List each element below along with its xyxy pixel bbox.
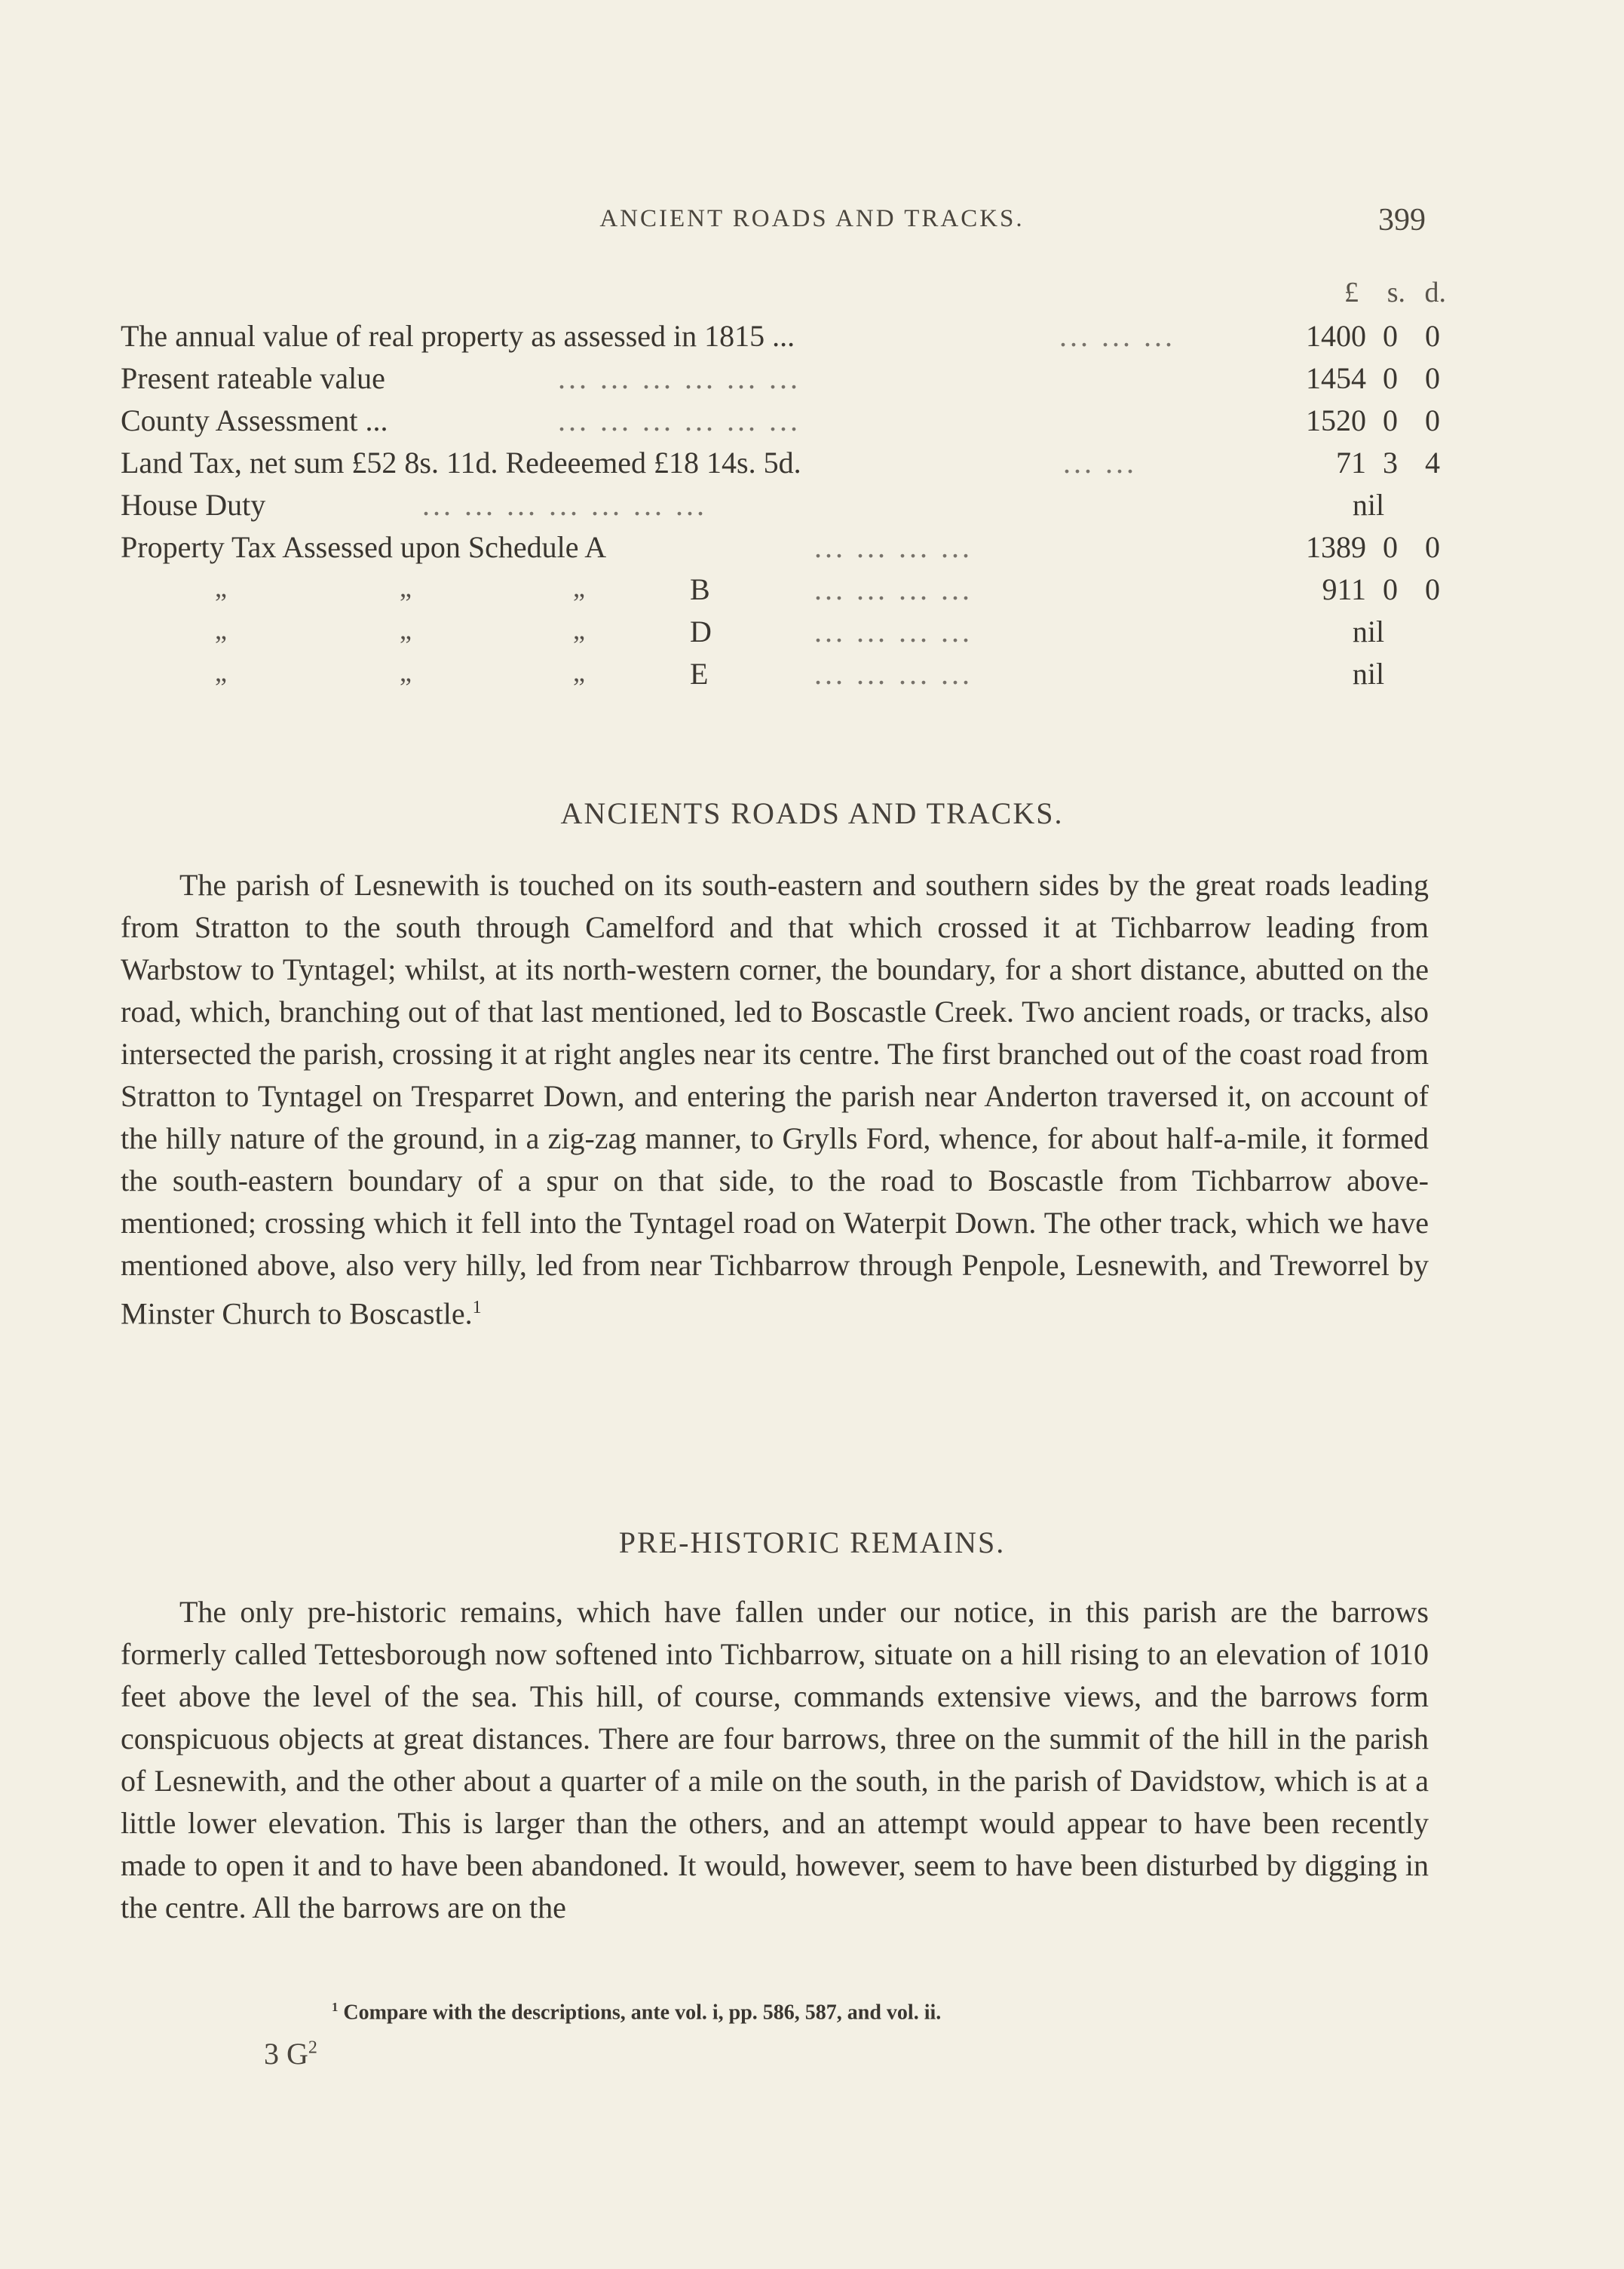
pounds-value: 1454 [1306,361,1366,395]
ditto-mark: „ [215,657,227,687]
paragraph-roads [121,864,1429,1335]
col-pounds: £ [1344,277,1359,308]
nil-value: nil [1352,488,1385,522]
shillings-value: 0 [1383,403,1398,437]
pence-value: 0 [1425,572,1440,606]
table-row [121,614,1448,656]
table-row [121,360,1448,403]
footnote-text: Compare with the descriptions, ante vol. i, pp. 586, 587, and vol. ii. [343,2001,942,2025]
paragraph-roads-text: The parish of Lesnewith is touched on its south-eastern and southern sides by the great roads leading from Stratton to the south through Camelford and that which crossed it at Tichbarrow leading from Warbstow to Tyntagel; whilst, at its north-western corner, the boundary, for a short distance, abutted on the road, which, branching out of that last mentioned, led to Boscastle Creek. Two ancient roads, or tracks, also intersected the parish, crossing it at right angles near its centre. The first branched out of the coast road from Stratton to Tyntagel on Tresparret Down, and entering the parish near Anderton traversed it, on account of the hilly nature of the ground, in a zig-zag manner, to Grylls Ford, whence, for about half-a-mile, it formed the south-eastern boundary of a spur on that side, to the road to Boscastle from Tichbarrow above-mentioned; crossing which it fell into the Tyntagel road on Waterpit Down. The other track, which we have mentioned above, also very hilly, led from near Tichbarrow through Penpole, Lesnewith, and Treworrel by Minster Church to Boscastle. [121,868,1429,1331]
leader-dots: ... ... ... ... ... ... [558,361,801,395]
ditto-mark: „ [400,615,412,645]
leader-dots: ... ... ... ... [814,615,973,649]
footnote-marker: 1 [332,2000,339,2014]
ditto-mark: „ [573,572,585,603]
page-number: 399 [1378,203,1426,238]
ditto-mark: „ [400,657,412,687]
table-row [121,656,1448,698]
pence-value: 0 [1425,403,1440,437]
row-label: The annual value of real property as assessed in 1815 ... [121,319,795,353]
shillings-value: 0 [1383,319,1398,353]
row-label: House Duty [121,488,266,522]
pence-value: 4 [1425,446,1440,480]
shillings-value: 3 [1383,446,1398,480]
assessment-table [121,276,1448,698]
pounds-value: 1400 [1306,319,1366,353]
table-header [121,276,1448,318]
leader-dots: ... ... ... ... ... ... [558,403,801,437]
leader-dots: ... ... ... ... ... ... ... [422,488,707,522]
pence-value: 0 [1425,319,1440,353]
ditto-mark: „ [573,615,585,645]
nil-value: nil [1352,657,1385,691]
signature-text: 3 G [264,2037,308,2071]
leader-dots: ... ... [1063,446,1137,480]
table-row [121,572,1448,614]
leader-dots: ... ... ... ... [814,530,973,564]
signature-sup: 2 [308,2038,317,2058]
ditto-mark: „ [215,615,227,645]
pounds-value: 911 [1322,572,1366,606]
paragraph-prehistoric: The only pre-historic remains, which have fallen under our notice, in this parish are the barrows formerly called Tettesborough now softened into Tichbarrow, situate on a hill rising to an elevation of 1010 feet above the level of the sea. This hill, of course, commands extensive views, and the barrows form conspicuous objects at great distances. There are four barrows, three on the summit of the hill in the parish of Lesnewith, and the other about a quarter of a mile on the south, in the parish of Davidstow, which is at a little lower elevation. This is larger than the others, and an attempt would appear to have been recently made to open it and to have been abandoned. It would, however, seem to have been disturbed by digging in the centre. All the barrows are on the [121,1595,1429,1924]
ditto-mark: „ [573,657,585,687]
pence-value: 0 [1425,530,1440,564]
table-row [121,318,1448,360]
pounds-value: 1389 [1306,530,1366,564]
pounds-value: 71 [1336,446,1366,480]
col-pence: d. [1424,277,1446,308]
shillings-value: 0 [1383,530,1398,564]
shillings-value: 0 [1383,361,1398,395]
schedule-letter: D [690,615,712,649]
running-head: ANCIENT ROADS AND TRACKS. [599,205,1025,232]
footnote-ref: 1 [472,1298,482,1317]
ditto-mark: „ [215,572,227,603]
ditto-mark: „ [400,572,412,603]
row-label: Land Tax, net sum £52 8s. 11d. Redeeemed £18 14s. 5d. [121,446,801,480]
footnote [332,2000,941,2025]
table-row [121,445,1448,487]
row-label: County Assessment ... [121,403,388,437]
section-title-roads: ANCIENTS ROADS AND TRACKS. [560,796,1064,830]
signature-mark [264,2036,317,2071]
pounds-value: 1520 [1306,403,1366,437]
schedule-letter: B [690,572,710,606]
table-row [121,529,1448,572]
section-title-prehistoric: PRE-HISTORIC REMAINS. [618,1525,1006,1559]
row-label: Property Tax Assessed upon Schedule A [121,530,607,564]
leader-dots: ... ... ... ... [814,572,973,606]
row-label: Present rateable value [121,361,385,395]
table-row [121,403,1448,445]
pence-value: 0 [1425,361,1440,395]
col-shillings: s. [1387,277,1405,308]
nil-value: nil [1352,615,1385,649]
table-row [121,487,1448,529]
shillings-value: 0 [1383,572,1398,606]
leader-dots: ... ... ... [1059,319,1175,353]
leader-dots: ... ... ... ... [814,657,973,691]
schedule-letter: E [690,657,709,691]
